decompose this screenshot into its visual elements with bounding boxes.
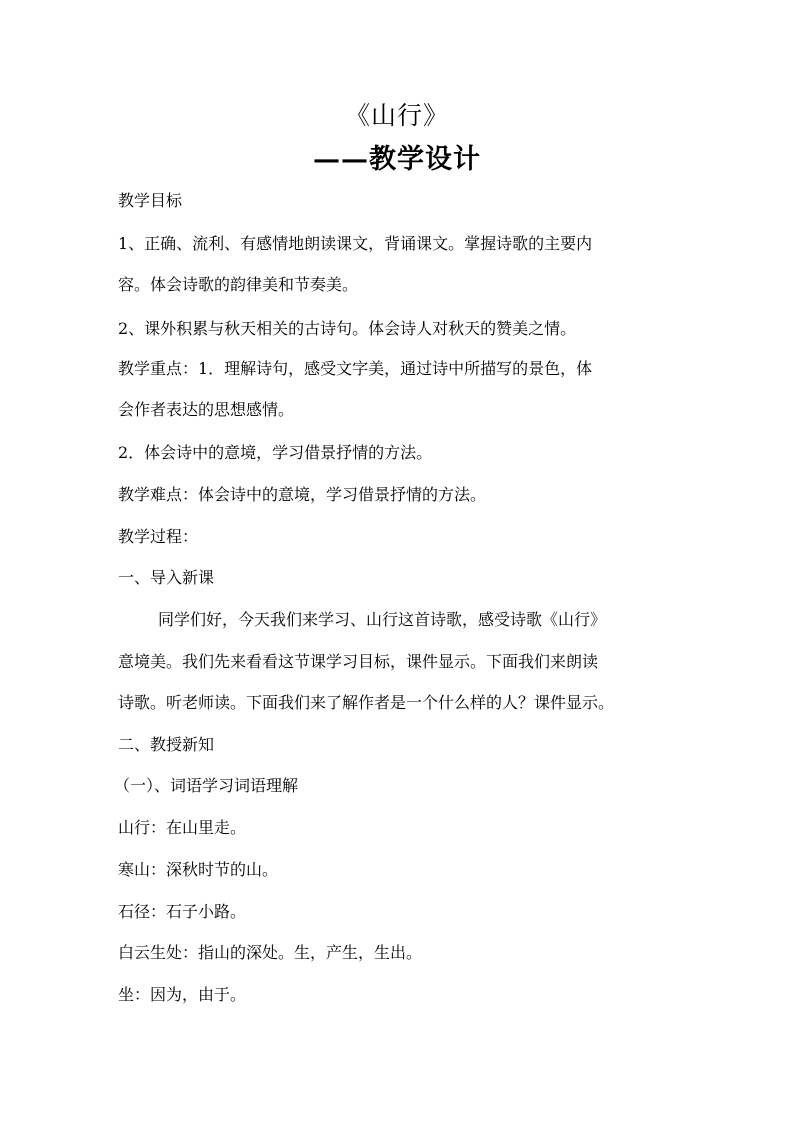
vocabulary-item: 山行：在山里走。: [118, 818, 247, 837]
section-heading-intro: 一、导入新课: [118, 568, 215, 587]
paragraph-line: 2、课外积累与秋天相关的古诗句。体会诗人对秋天的赞美之情。: [118, 319, 577, 338]
paragraph-line: 会作者表达的思想感情。: [118, 400, 295, 419]
section-heading-objectives: 教学目标: [118, 191, 183, 210]
paragraph-line: 容。体会诗歌的韵律美和节奏美。: [118, 275, 359, 294]
paragraph-line: 诗歌。听老师读。下面我们来了解作者是一个什么样的人？课件显示。: [118, 693, 615, 712]
vocabulary-item: 白云生处：指山的深处。生，产生，生出。: [118, 943, 423, 962]
paragraph-line: 意境美。我们先来看看这节课学习目标，课件显示。下面我们来朗读: [118, 652, 599, 671]
paragraph-line: 教学难点：体会诗中的意境，学习借景抒情的方法。: [118, 485, 487, 504]
section-heading-process: 教学过程：: [118, 527, 199, 546]
subsection-heading-vocabulary: （一）、词语学习词语理解: [114, 776, 299, 795]
vocabulary-item: 坐：因为，由于。: [118, 985, 247, 1004]
document-subtitle: ——教学设计: [313, 144, 481, 175]
paragraph-line: 1、正确、流利、有感情地朗读课文，背诵课文。掌握诗歌的主要内: [118, 234, 593, 253]
section-heading-new-knowledge: 二、教授新知: [118, 735, 215, 754]
vocabulary-item: 石径：石子小路。: [118, 902, 247, 921]
document-title: 《山行》: [344, 101, 449, 130]
vocabulary-item: 寒山：深秋时节的山。: [118, 860, 279, 879]
paragraph-line: 教学重点：1．理解诗句，感受文字美，通过诗中所描写的景色，体: [118, 359, 593, 378]
paragraph-line: 2．体会诗中的意境，学习借景抒情的方法。: [118, 443, 433, 462]
paragraph-line: 同学们好，今天我们来学习、山行这首诗歌，感受诗歌《山行》: [158, 610, 607, 629]
